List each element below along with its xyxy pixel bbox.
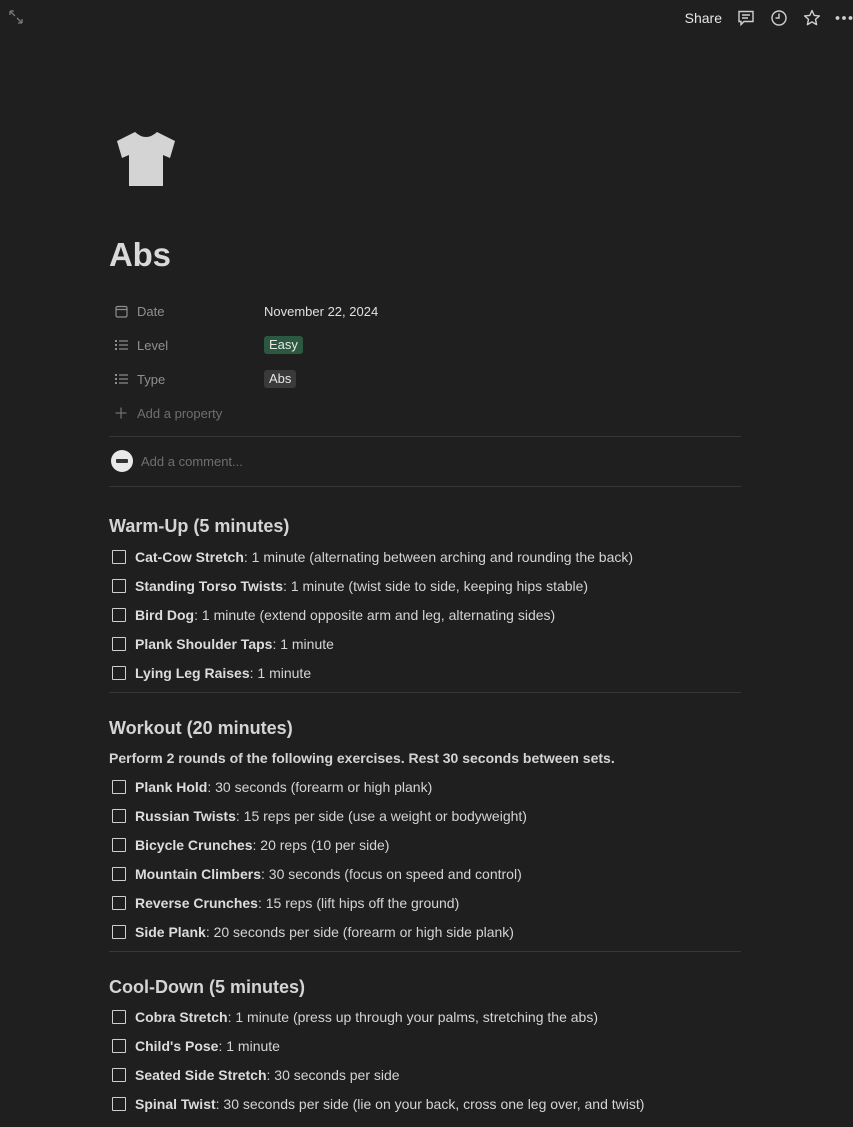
checkbox[interactable] [112,838,126,852]
level-tag[interactable]: Easy [264,336,303,354]
todo-item: Spinal Twist: 30 seconds per side (lie on your back, cross one leg over, and twist) [112,1089,752,1118]
divider [109,486,741,487]
more-icon[interactable] [835,8,853,28]
comment-row[interactable] [111,450,243,472]
checkbox[interactable] [112,1010,126,1024]
comment-input[interactable]: Add a comment... [141,453,243,469]
property-date [109,294,741,328]
checkbox[interactable] [112,867,126,881]
workout-intro[interactable]: Perform 2 rounds of the following exercises. Rest 30 seconds between sets. [109,750,615,766]
todo-item: Mountain Climbers: 30 seconds (focus on speed and control) [112,859,752,888]
checkbox[interactable] [112,896,126,910]
property-level [109,328,741,362]
warmup-list [112,542,752,687]
checkbox[interactable] [112,925,126,939]
warmup-heading[interactable]: Warm-Up (5 minutes) [109,516,290,536]
property-type [109,362,741,396]
checkbox[interactable] [112,1039,126,1053]
checkbox[interactable] [112,780,126,794]
property-date-label[interactable]: Date [109,303,264,319]
todo-item: Plank Shoulder Taps: 1 minute [112,629,752,658]
checkbox[interactable] [112,579,126,593]
list-icon [113,371,129,387]
cooldown-list [112,1002,752,1118]
property-level-label[interactable]: Level [109,337,264,353]
todo-item: Side Plank: 20 seconds per side (forearm or high side plank) [112,917,752,946]
cooldown-heading[interactable]: Cool-Down (5 minutes) [109,977,305,997]
workout-list [112,772,752,946]
todo-item: Standing Torso Twists: 1 minute (twist side to side, keeping hips stable) [112,571,752,600]
expand-icon[interactable] [8,9,24,25]
checkbox[interactable] [112,637,126,651]
plus-icon [113,405,129,421]
workout-heading[interactable]: Workout (20 minutes) [109,718,293,738]
checkbox[interactable] [112,666,126,680]
todo-item: Seated Side Stretch: 30 seconds per side [112,1060,752,1089]
checkbox[interactable] [112,1068,126,1082]
properties-panel [109,294,741,430]
property-type-label[interactable]: Type [109,371,264,387]
top-bar [0,0,853,36]
divider [109,692,741,693]
todo-item: Plank Hold: 30 seconds (forearm or high plank) [112,772,752,801]
clock-icon[interactable] [769,8,789,28]
checkbox[interactable] [112,550,126,564]
property-date-value[interactable]: November 22, 2024 [264,303,379,319]
todo-item: Russian Twists: 15 reps per side (use a weight or bodyweight) [112,801,752,830]
avatar [111,450,133,472]
star-icon[interactable] [802,8,822,28]
page-title[interactable]: Abs [109,236,171,273]
todo-item: Child's Pose: 1 minute [112,1031,752,1060]
list-icon [113,337,129,353]
comment-icon[interactable] [736,8,756,28]
divider [109,951,741,952]
add-property-button[interactable]: Add a property [109,396,741,430]
type-tag[interactable]: Abs [264,370,296,388]
tshirt-icon[interactable] [113,130,179,188]
checkbox[interactable] [112,809,126,823]
checkbox[interactable] [112,1097,126,1111]
calendar-icon [113,303,129,319]
todo-item: Cobra Stretch: 1 minute (press up through your palms, stretching the abs) [112,1002,752,1031]
todo-item: Lying Leg Raises: 1 minute [112,658,752,687]
todo-item: Bicycle Crunches: 20 reps (10 per side) [112,830,752,859]
todo-item: Bird Dog: 1 minute (extend opposite arm and leg, alternating sides) [112,600,752,629]
todo-item: Cat-Cow Stretch: 1 minute (alternating between arching and rounding the back) [112,542,752,571]
todo-item: Reverse Crunches: 15 reps (lift hips off the ground) [112,888,752,917]
share-button[interactable]: Share [684,10,722,26]
checkbox[interactable] [112,608,126,622]
divider [109,436,741,437]
top-actions [685,0,853,36]
